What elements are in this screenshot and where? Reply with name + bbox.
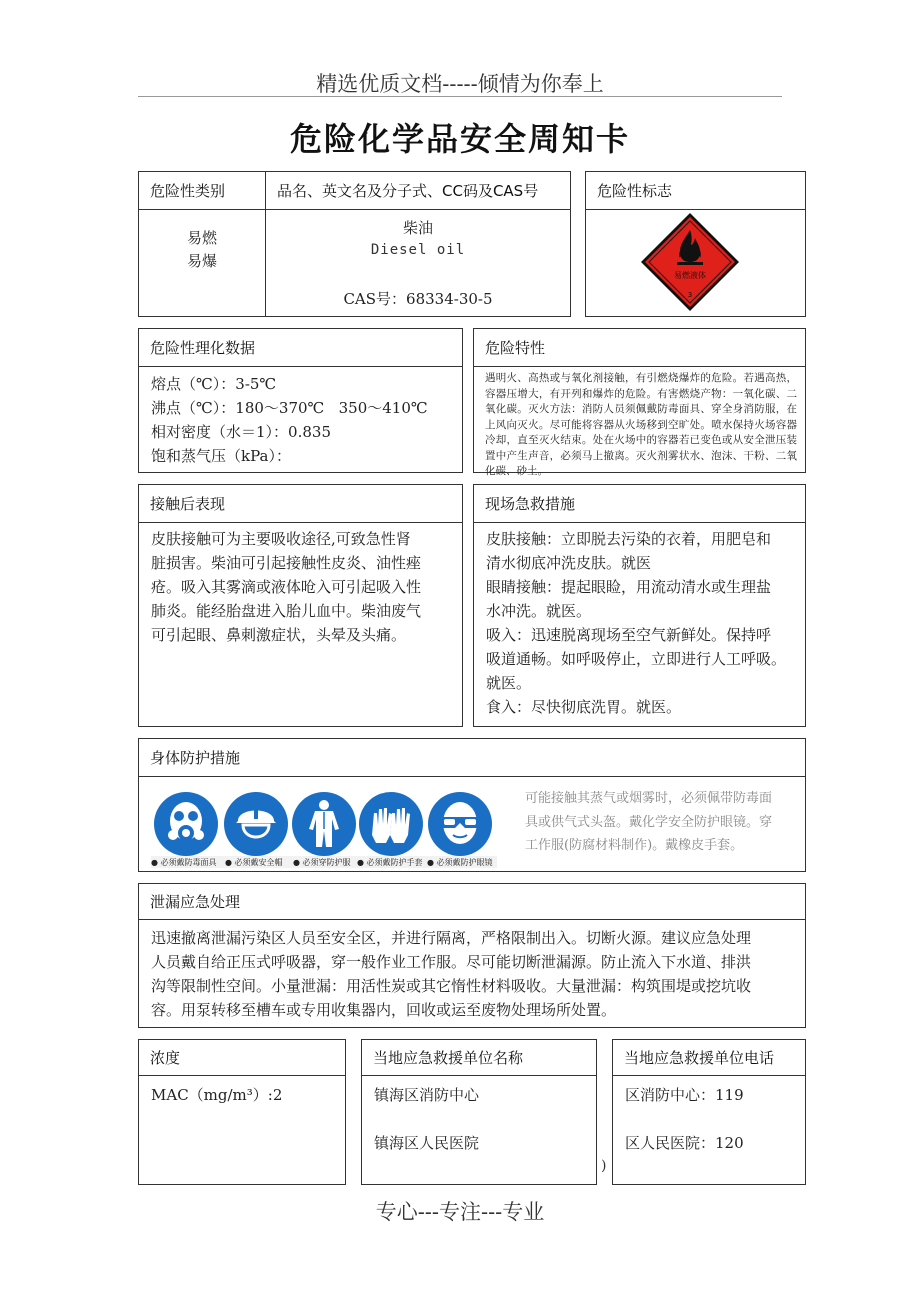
- bullet-dot-icon: ●: [225, 858, 232, 867]
- physchem-line: 饱和蒸气压（kPa）：: [151, 447, 291, 465]
- page-footer-text: 专心---专注---专业: [375, 1200, 545, 1224]
- protection-line: 工作服(防腐材料制作)。戴橡皮手套。: [525, 838, 744, 853]
- hazard-sign-label: 危险性标志: [586, 172, 805, 210]
- rescue-unit-item: 镇海区人民医院: [374, 1134, 480, 1152]
- physchem-data-label: 危险性理化数据: [139, 329, 462, 367]
- spill-line: 容。用泵转移至槽车或专用收集器内，回收或运至废物处理场所处置。: [151, 1001, 617, 1019]
- spill-response-box: [138, 883, 806, 1028]
- body-protection-box: [138, 738, 806, 872]
- exposure-line: 肺炎。能经胎盘进入胎儿血中。柴油废气: [151, 602, 422, 620]
- product-name-en: Diesel oil: [370, 242, 466, 258]
- sign-text: 易燃液体: [674, 271, 706, 280]
- product-name-cn: 柴油: [402, 219, 433, 237]
- protection-line: 可能接触其蒸气或烟雾时，必须佩带防毒面: [525, 791, 773, 806]
- exposure-line: 皮肤接触可为主要吸收途径,可致急性肾: [151, 530, 411, 548]
- rescue-phone-item: 区人民医院：120: [625, 1134, 744, 1152]
- first-aid-line: 吸入：迅速脱离现场至空气新鲜处。保持呼: [486, 626, 772, 644]
- exposure-symptoms-box: [138, 484, 463, 727]
- first-aid-label: 现场急救措施: [474, 485, 805, 523]
- physchem-data-box: [138, 328, 463, 473]
- product-name-box: [265, 171, 571, 317]
- exposure-symptoms-label: 接触后表现: [139, 485, 462, 523]
- cas-number: CAS号：68334-30-5: [343, 290, 493, 308]
- bullet-dot-icon: ●: [293, 858, 300, 867]
- rescue-units-box: [361, 1039, 597, 1185]
- hazard-properties-text: 遇明火、高热或与氧化剂接触，有引燃烧爆炸的危险。若遇高热，容器压增大，有开列和爆炸的危险。有害燃烧产物：一氧化碳、二氧化碳。灭火方法：消防人员须佩戴防毒面具、穿全身消防服，在上风向灭火。尽可能将容器从火场移到空旷处。喷水保持火场容器冷却，直至灭火结束。处在火场中的容器若已变色或从安全泄压装置中产生声音，必须马上撤离。灭火剂雾状水、泡沫、干粉、二氧化碳、砂土。: [485, 372, 797, 477]
- bullet-dot-icon: ●: [357, 858, 364, 867]
- first-aid-line: 食入：尽快彻底洗胃。就医。: [486, 698, 682, 716]
- first-aid-line: 水冲洗。就医。: [486, 602, 592, 620]
- sign-class-number: 3: [687, 291, 693, 299]
- rescue-phones-label: 当地应急救援单位电话: [613, 1040, 805, 1076]
- hazard-class-box: [138, 171, 266, 317]
- rescue-units-label: 当地应急救援单位名称: [362, 1040, 596, 1076]
- product-name-label: 品名、英文名及分子式、CC码及CAS号: [266, 172, 570, 210]
- spill-line: 人员戴自给正压式呼吸器，穿一般作业工作服。尽可能切断泄漏源。防止流入下水道、排洪: [151, 953, 752, 971]
- spill-line: 迅速撤离泄漏污染区人员至安全区，并进行隔离，严格限制出入。切断火源。建议应急处理: [151, 929, 752, 947]
- first-aid-line: 就医。: [486, 674, 532, 692]
- spill-line: 沟等限制性空间。小量泄漏：用活性炭或其它惰性材料吸收。大量泄漏：构筑围堤或挖坑收: [151, 977, 752, 995]
- hazard-class-label: 危险性类别: [139, 172, 265, 210]
- physchem-line: 熔点（℃）：3-5℃: [151, 375, 277, 393]
- safety-goggles-icon: [427, 791, 493, 861]
- icon-caption: 必须戴防毒面具: [160, 858, 217, 867]
- spill-response-label: 泄漏应急处理: [139, 884, 805, 920]
- protection-line: 具或供气式头盔。戴化学安全防护眼镜。穿: [525, 814, 773, 830]
- body-protection-label: 身体防护措施: [139, 739, 805, 777]
- protective-suit-icon: [291, 791, 357, 861]
- header-divider: [138, 96, 782, 97]
- icon-caption: 必须穿防护服: [302, 858, 351, 867]
- concentration-box: [138, 1039, 346, 1185]
- safety-helmet-icon: [223, 791, 289, 861]
- hazard-properties-box: [473, 328, 806, 477]
- exposure-line: 可引起眼、鼻刺激症状，头晕及头痛。: [151, 626, 407, 644]
- rescue-phones-box: [612, 1039, 806, 1185]
- rescue-phone-item: 区消防中心：119: [625, 1086, 744, 1104]
- icon-caption: 必须戴防护手套: [366, 858, 423, 867]
- first-aid-line: 吸道通畅。如呼吸停止，立即进行人工呼吸。: [486, 650, 787, 668]
- bullet-dot-icon: ●: [427, 858, 434, 867]
- stray-parenthesis: ): [601, 1158, 607, 1174]
- rescue-unit-item: 镇海区消防中心: [374, 1086, 480, 1104]
- concentration-value: MAC（mg/m³）:2: [151, 1086, 283, 1104]
- hazard-class-line: 易爆: [186, 252, 217, 270]
- first-aid-box: [473, 484, 806, 727]
- concentration-label: 浓度: [139, 1040, 345, 1076]
- hazard-class-line: 易燃: [186, 229, 217, 247]
- flammable-liquid-sign-icon: [640, 212, 740, 312]
- physchem-line: 相对密度（水＝1）：0.835: [151, 423, 331, 441]
- bullet-dot-icon: ●: [151, 858, 158, 867]
- first-aid-line: 眼睛接触：提起眼睑，用流动清水或生理盐: [486, 578, 772, 596]
- first-aid-line: 皮肤接触：立即脱去污染的衣着，用肥皂和: [486, 530, 772, 548]
- page-header-text: 精选优质文档-----倾情为你奉上: [316, 72, 604, 96]
- first-aid-line: 清水彻底冲洗皮肤。就医: [486, 554, 652, 572]
- icon-caption: 必须戴安全帽: [234, 858, 283, 867]
- hazard-sign-box: [585, 171, 806, 317]
- exposure-line: 疮。吸入其雾滴或液体呛入可引起吸入性: [151, 578, 422, 596]
- protective-gloves-icon: [358, 791, 424, 861]
- gas-mask-icon: [153, 791, 219, 861]
- document-title: 危险化学品安全周知卡: [289, 120, 630, 158]
- icon-caption: 必须戴防护眼镜: [436, 858, 493, 867]
- physchem-line: 沸点（℃）：180～370℃ 350～410℃: [151, 399, 428, 417]
- hazard-properties-label: 危险特性: [474, 329, 805, 367]
- exposure-line: 脏损害。柴油可引起接触性皮炎、油性痤: [151, 554, 422, 572]
